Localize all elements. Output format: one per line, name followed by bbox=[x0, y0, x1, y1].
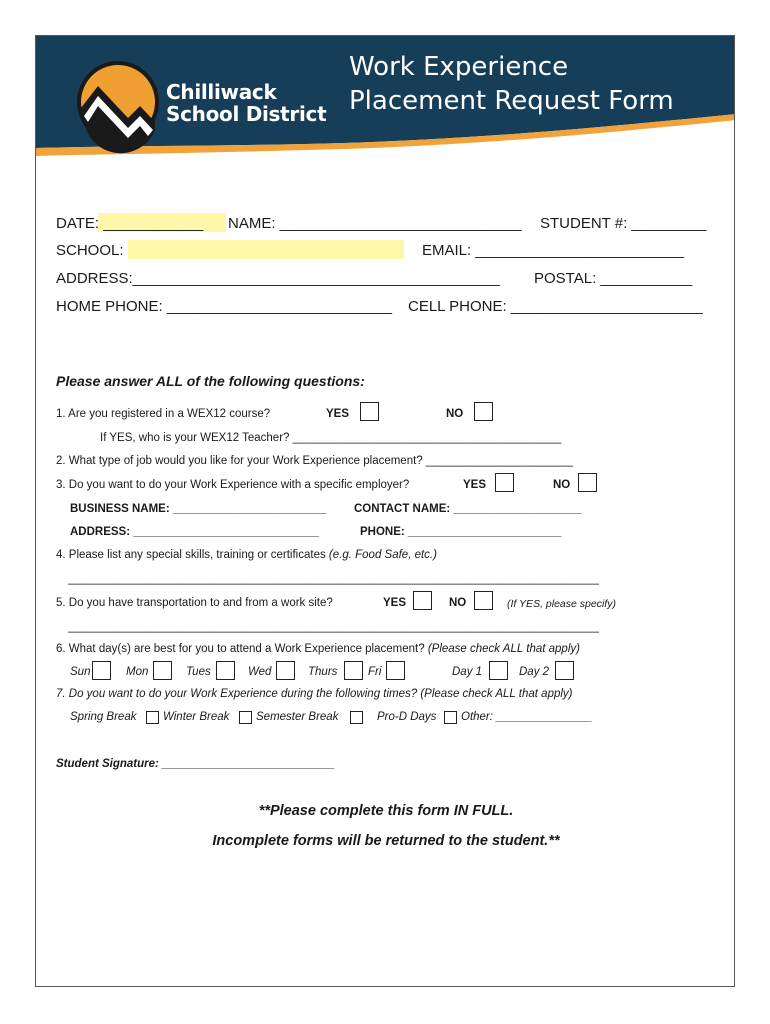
time-pro-d-days-label: Pro-D Days bbox=[377, 711, 437, 723]
q5-no-checkbox[interactable] bbox=[474, 591, 493, 610]
q3-no-checkbox[interactable] bbox=[578, 473, 597, 492]
footer-line-1: **Please complete this form IN FULL. bbox=[258, 803, 514, 819]
q1-yes-checkbox[interactable] bbox=[360, 402, 379, 421]
question-4 bbox=[56, 549, 437, 561]
question-2: 2. What type of job would you like for your Work Experience placement? _______________________ bbox=[56, 455, 573, 467]
form-page bbox=[35, 35, 735, 987]
q3-yes-label: YES bbox=[463, 479, 487, 491]
question-6 bbox=[56, 643, 580, 655]
student-number-field-label: STUDENT #: _________ bbox=[540, 215, 707, 232]
day-tues-checkbox[interactable] bbox=[216, 661, 235, 680]
question-7: 7. Do you want to do your Work Experience during the following times? (Please check ALL that apply) bbox=[56, 688, 573, 700]
day-wed-checkbox[interactable] bbox=[276, 661, 295, 680]
q4-text: 4. Please list any special skills, training or certificates bbox=[56, 549, 329, 561]
q5-yes-label: YES bbox=[383, 597, 407, 609]
business-name-field: BUSINESS NAME: ________________________ bbox=[70, 503, 327, 515]
district-name-line2: School District bbox=[166, 102, 327, 126]
day-wed-label: Wed bbox=[248, 666, 272, 678]
q5-yes-checkbox[interactable] bbox=[413, 591, 432, 610]
day-tues-label: Tues bbox=[186, 666, 211, 678]
time-winter-break-checkbox[interactable] bbox=[239, 711, 252, 724]
q6-note: (Please check ALL that apply) bbox=[427, 643, 580, 655]
day-thurs-checkbox[interactable] bbox=[344, 661, 363, 680]
footer-line-2: Incomplete forms will be returned to the student.** bbox=[212, 833, 560, 849]
day-mon-label: Mon bbox=[126, 666, 149, 678]
district-name bbox=[166, 81, 326, 125]
day-1-label: Day 1 bbox=[452, 666, 483, 678]
email-field-label: EMAIL: _________________________ bbox=[422, 242, 684, 259]
day-sun-label: Sun bbox=[70, 666, 91, 678]
question-3: 3. Do you want to do your Work Experience with a specific employer? bbox=[56, 479, 410, 491]
question-5: 5. Do you have transportation to and from a work site? bbox=[56, 597, 333, 609]
q3-no-label: NO bbox=[553, 479, 571, 491]
title-line2: Placement Request Form bbox=[349, 86, 674, 116]
student-signature-field: Student Signature: ___________________________ bbox=[56, 758, 335, 770]
title-line1: Work Experience bbox=[349, 52, 569, 82]
name-field-label: NAME: _____________________________ bbox=[228, 215, 522, 232]
questions-heading: Please answer ALL of the following questions: bbox=[56, 373, 365, 389]
question-1: 1. Are you registered in a WEX12 course? bbox=[56, 408, 271, 420]
time-other-field: Other: _______________ bbox=[461, 711, 593, 723]
q1-teacher-line: If YES, who is your WEX12 Teacher? __________________________________________ bbox=[100, 432, 562, 444]
page-title bbox=[349, 50, 674, 118]
q6-text: 6. What day(s) are best for you to attend a Work Experience placement? bbox=[56, 643, 428, 655]
q3-yes-checkbox[interactable] bbox=[495, 473, 514, 492]
time-pro-d-days-checkbox[interactable] bbox=[444, 711, 457, 724]
employer-address-field: ADDRESS: _____________________________ bbox=[70, 526, 319, 538]
q5-note: (If YES, please specify) bbox=[507, 598, 616, 610]
school-field-label: SCHOOL: bbox=[56, 242, 124, 259]
contact-name-field: CONTACT NAME: ____________________ bbox=[354, 503, 582, 515]
day-thurs-label: Thurs bbox=[308, 666, 338, 678]
time-spring-break-label: Spring Break bbox=[70, 711, 137, 723]
time-semester-break-checkbox[interactable] bbox=[350, 711, 363, 724]
day-2-checkbox[interactable] bbox=[555, 661, 574, 680]
q1-no-label: NO bbox=[446, 408, 464, 420]
postal-field-label: POSTAL: ___________ bbox=[534, 270, 693, 287]
day-2-label: Day 2 bbox=[519, 666, 550, 678]
home-phone-field-label: HOME PHONE: ___________________________ bbox=[56, 298, 393, 315]
employer-phone-field: PHONE: ________________________ bbox=[360, 526, 562, 538]
day-mon-checkbox[interactable] bbox=[153, 661, 172, 680]
time-spring-break-checkbox[interactable] bbox=[146, 711, 159, 724]
address-field-label: ADDRESS:____________________________________________ bbox=[56, 270, 500, 287]
day-fri-checkbox[interactable] bbox=[386, 661, 405, 680]
q5-answer-line: ___________________________________________________________________________________ bbox=[68, 621, 599, 633]
q1-yes-label: YES bbox=[326, 408, 350, 420]
school-field-highlight[interactable] bbox=[128, 240, 404, 259]
day-sun-checkbox[interactable] bbox=[92, 661, 111, 680]
time-winter-break-label: Winter Break bbox=[163, 711, 230, 723]
district-name-line1: Chilliwack bbox=[166, 80, 277, 104]
q1-no-checkbox[interactable] bbox=[474, 402, 493, 421]
cell-phone-field-label: CELL PHONE: _______________________ bbox=[408, 298, 703, 315]
q4-example: (e.g. Food Safe, etc.) bbox=[328, 549, 437, 561]
day-fri-label: Fri bbox=[368, 666, 382, 678]
q4-answer-line: ___________________________________________________________________________________ bbox=[68, 573, 599, 585]
q5-no-label: NO bbox=[449, 597, 467, 609]
date-field-label: DATE: ____________ bbox=[56, 215, 204, 232]
time-semester-break-label: Semester Break bbox=[256, 711, 339, 723]
day-1-checkbox[interactable] bbox=[489, 661, 508, 680]
